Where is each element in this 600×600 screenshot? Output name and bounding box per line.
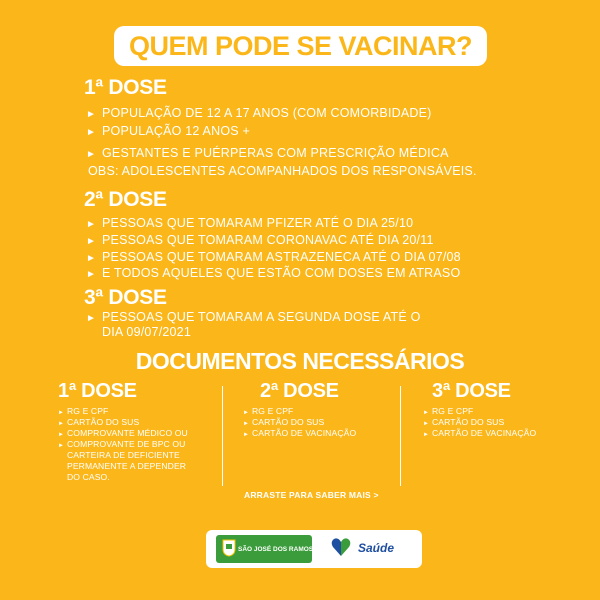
column-divider <box>400 386 401 486</box>
bullet-icon: ► <box>423 421 430 427</box>
docs-col2-item: ► RG E CPF <box>243 406 293 418</box>
docs-col3-item: ► CARTÃO DE VACINAÇÃO <box>423 428 536 440</box>
dose1-heading: 1ª DOSE <box>84 76 167 99</box>
dose3-item-continuation: DIA 09/07/2021 <box>102 325 191 339</box>
dose3-item: ► PESSOAS QUE TOMARAM A SEGUNDA DOSE ATÉ O <box>86 310 421 324</box>
bullet-icon: ► <box>86 269 97 280</box>
bullet-icon: ► <box>423 432 430 438</box>
bullet-icon: ► <box>423 410 430 416</box>
bullet-icon: ► <box>86 149 97 160</box>
city-crest-icon <box>222 539 236 557</box>
docs-col2-item: ► CARTÃO DE VACINAÇÃO <box>243 428 356 440</box>
docs-col3-heading: 3ª DOSE <box>432 380 511 402</box>
docs-col1-item: ► COMPROVANTE DE BPC OU <box>58 439 185 451</box>
docs-col2-heading: 2ª DOSE <box>260 380 339 402</box>
dose2-item: ► E TODOS AQUELES QUE ESTÃO COM DOSES EM ATRASO <box>86 266 461 280</box>
bullet-icon: ► <box>243 410 250 416</box>
bullet-icon: ► <box>86 127 97 138</box>
bullet-icon: ► <box>86 236 97 247</box>
docs-col1-item: ► COMPROVANTE MÉDICO OU <box>58 428 188 440</box>
docs-col3-item: ► CARTÃO DO SUS <box>423 417 504 429</box>
docs-col1-item-continuation: CARTEIRA DE DEFICIENTE <box>67 450 180 460</box>
bullet-icon: ► <box>243 432 250 438</box>
page-title: QUEM PODE SE VACINAR? <box>128 31 473 61</box>
bullet-icon: ► <box>58 410 65 416</box>
bullet-icon: ► <box>243 421 250 427</box>
docs-col2-item: ► CARTÃO DO SUS <box>243 417 324 429</box>
docs-col3-item: ► RG E CPF <box>423 406 473 418</box>
dose1-item: ► POPULAÇÃO DE 12 A 17 ANOS (COM COMORBIDADE) <box>86 106 432 120</box>
docs-col1-item-continuation: PERMANENTE A DEPENDER <box>67 461 187 471</box>
bullet-icon: ► <box>58 432 65 438</box>
swipe-hint: ARRASTE PARA SABER MAIS > <box>244 490 379 500</box>
dose2-heading: 2ª DOSE <box>84 188 167 211</box>
column-divider <box>222 386 223 486</box>
bullet-icon: ► <box>86 313 97 324</box>
dose1-item: ► GESTANTES E PUÉRPERAS COM PRESCRIÇÃO MÉDICA <box>86 146 449 160</box>
docs-col1-item: ► RG E CPF <box>58 406 108 418</box>
city-logo-text: SÃO JOSÉ DOS RAMOS <box>238 546 314 553</box>
dose2-item: ► PESSOAS QUE TOMARAM PFIZER ATÉ O DIA 25/10 <box>86 216 414 230</box>
bullet-icon: ► <box>58 421 65 427</box>
documents-title: DOCUMENTOS NECESSÁRIOS <box>135 348 465 374</box>
bullet-icon: ► <box>86 253 97 264</box>
docs-col1-item: ► CARTÃO DO SUS <box>58 417 139 429</box>
bullet-icon: ► <box>58 443 65 449</box>
bullet-icon: ► <box>86 109 97 120</box>
dose1-obs: OBS: ADOLESCENTES ACOMPANHADOS DOS RESPONSÁVEIS. <box>88 164 477 178</box>
dose2-item: ► PESSOAS QUE TOMARAM CORONAVAC ATÉ DIA 20/11 <box>86 233 434 247</box>
docs-col1-heading: 1ª DOSE <box>58 380 137 402</box>
dose2-item: ► PESSOAS QUE TOMARAM ASTRAZENECA ATÉ O DIA 07/08 <box>86 250 461 264</box>
health-logo-text: Saúde <box>358 541 395 555</box>
heart-icon <box>330 536 352 558</box>
docs-col1-item-continuation: DO CASO. <box>67 472 110 482</box>
dose1-item: ► POPULAÇÃO 12 ANOS + <box>86 124 250 138</box>
dose3-heading: 3ª DOSE <box>84 286 167 309</box>
bullet-icon: ► <box>86 219 97 230</box>
